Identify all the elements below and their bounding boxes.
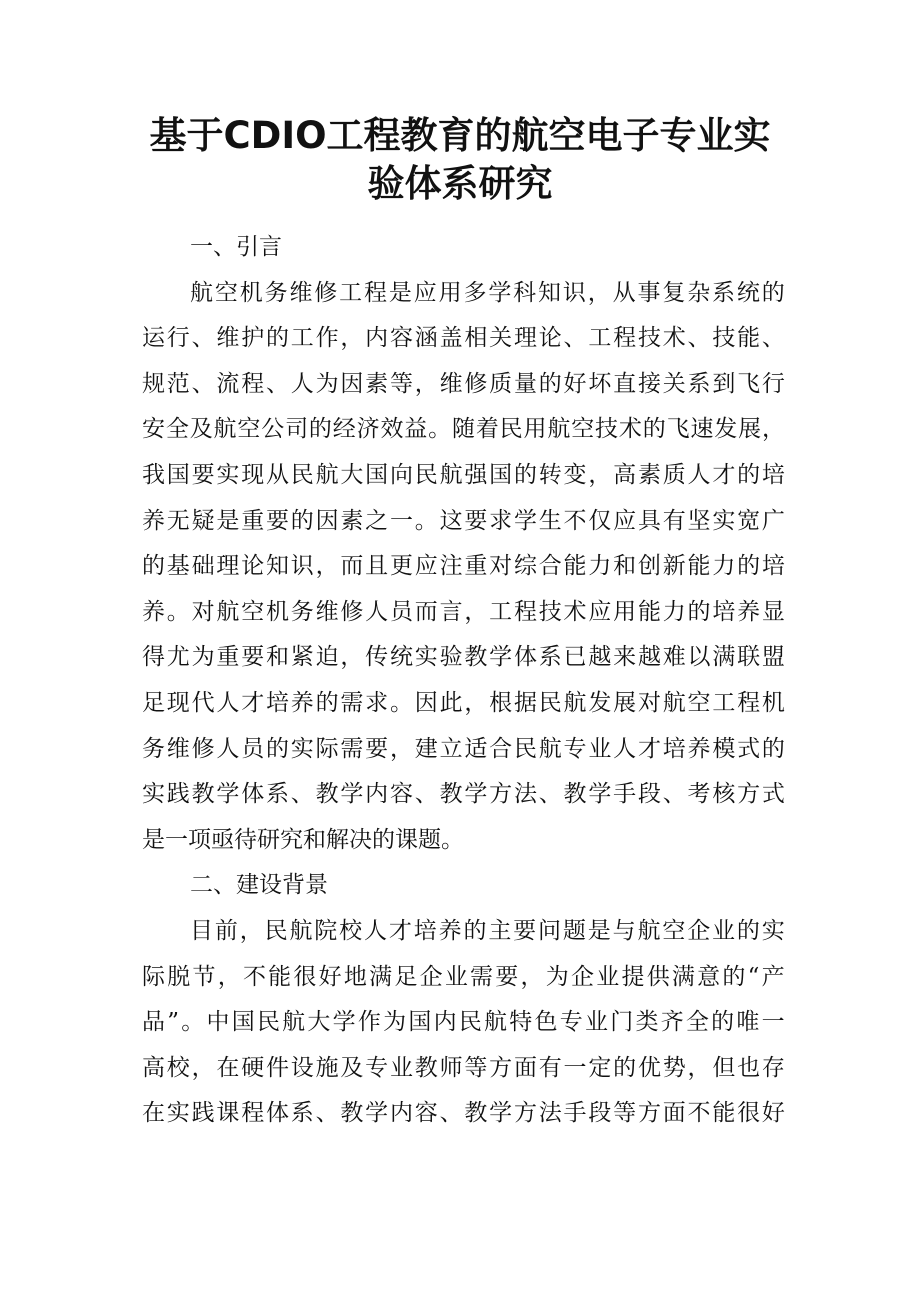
paragraph-line: 务 维 修 人 员 的 实 际 需 要 ， 建 立 适 合 民 航 专 业 人 才 培 养 模 式 的 xyxy=(142,735,785,762)
section-heading: 一、引言 xyxy=(190,234,282,260)
paragraph-line: 运 行 、 维 护 的 工 作 ， 内 容 涵 盖 相 关 理 论 、 工 程 技 术 、 技 能 、 xyxy=(142,325,785,352)
paragraph-line: 安 全 及 航 空 公 司 的 经 济 效 益 。 随 着 民 用 航 空 技 术 的 飞 速 发 展 ， xyxy=(142,416,785,443)
paragraph-line: 是一项亟待研究和解决的课题。 xyxy=(142,826,464,853)
paragraph-line: 际 脱 节 ， 不 能 很 好 地 满 足 企 业 需 要 ， 为 企 业 提 供 满 意 的 “ 产 xyxy=(142,963,785,990)
paragraph-line: 航 空 机 务 维 修 工 程 是 应 用 多 学 科 知 识 ， 从 事 复 杂 系 统 的 xyxy=(190,279,785,306)
paragraph-line: 养 无 疑 是 重 要 的 因 素 之 一 。 这 要 求 学 生 不 仅 应 具 有 坚 实 宽 广 xyxy=(142,507,785,534)
paragraph-line: 实 践 教 学 体 系 、 教 学 内 容 、 教 学 方 法 、 教 学 手 段 、 考 核 方 式 xyxy=(142,781,785,808)
paragraph-line: 目 前 ， 民 航 院 校 人 才 培 养 的 主 要 问 题 是 与 航 空 企 业 的 实 xyxy=(190,918,785,944)
paragraph-line: 养 。 对 航 空 机 务 维 修 人 员 而 言 ， 工 程 技 术 应 用 能 力 的 培 养 显 xyxy=(142,598,785,625)
paragraph-line: 规 范 、 流 程 、 人 为 因 素 等 ， 维 修 质 量 的 好 坏 直 接 关 系 到 飞 行 xyxy=(142,370,785,397)
document-title-line-1: 基于CDIO工程教育的航空电子专业实 xyxy=(149,114,771,157)
paragraph-line: 足 现 代 人 才 培 养 的 需 求 。 因 此 ， 根 据 民 航 发 展 对 航 空 工 程 机 xyxy=(142,690,785,716)
paragraph-line: 的 基 础 理 论 知 识 ， 而 且 更 应 注 重 对 综 合 能 力 和 创 新 能 力 的 培 xyxy=(142,553,785,580)
paragraph-line: 我 国 要 实 现 从 民 航 大 国 向 民 航 强 国 的 转 变 ， 高 素 质 人 才 的 培 xyxy=(142,462,785,488)
section-heading: 二、建设背景 xyxy=(190,872,328,899)
paragraph-line: 高 校 ， 在 硬 件 设 施 及 专 业 教 师 等 方 面 有 一 定 的 优 势 ， 但 也 存 xyxy=(142,1054,785,1081)
paragraph-line: 品 ” 。 中 国 民 航 大 学 作 为 国 内 民 航 特 色 专 业 门 类 齐 全 的 唯 一 xyxy=(142,1009,785,1036)
paragraph-line: 在 实 践 课 程 体 系 、 教 学 内 容 、 教 学 方 法 手 段 等 方 面 不 能 很 好 xyxy=(142,1100,785,1127)
document-title-line-2: 验体系研究 xyxy=(367,162,553,205)
paragraph-line: 得 尤 为 重 要 和 紧 迫 ， 传 统 实 验 教 学 体 系 已 越 来 越 难 以 满 联 盟 xyxy=(142,644,785,671)
